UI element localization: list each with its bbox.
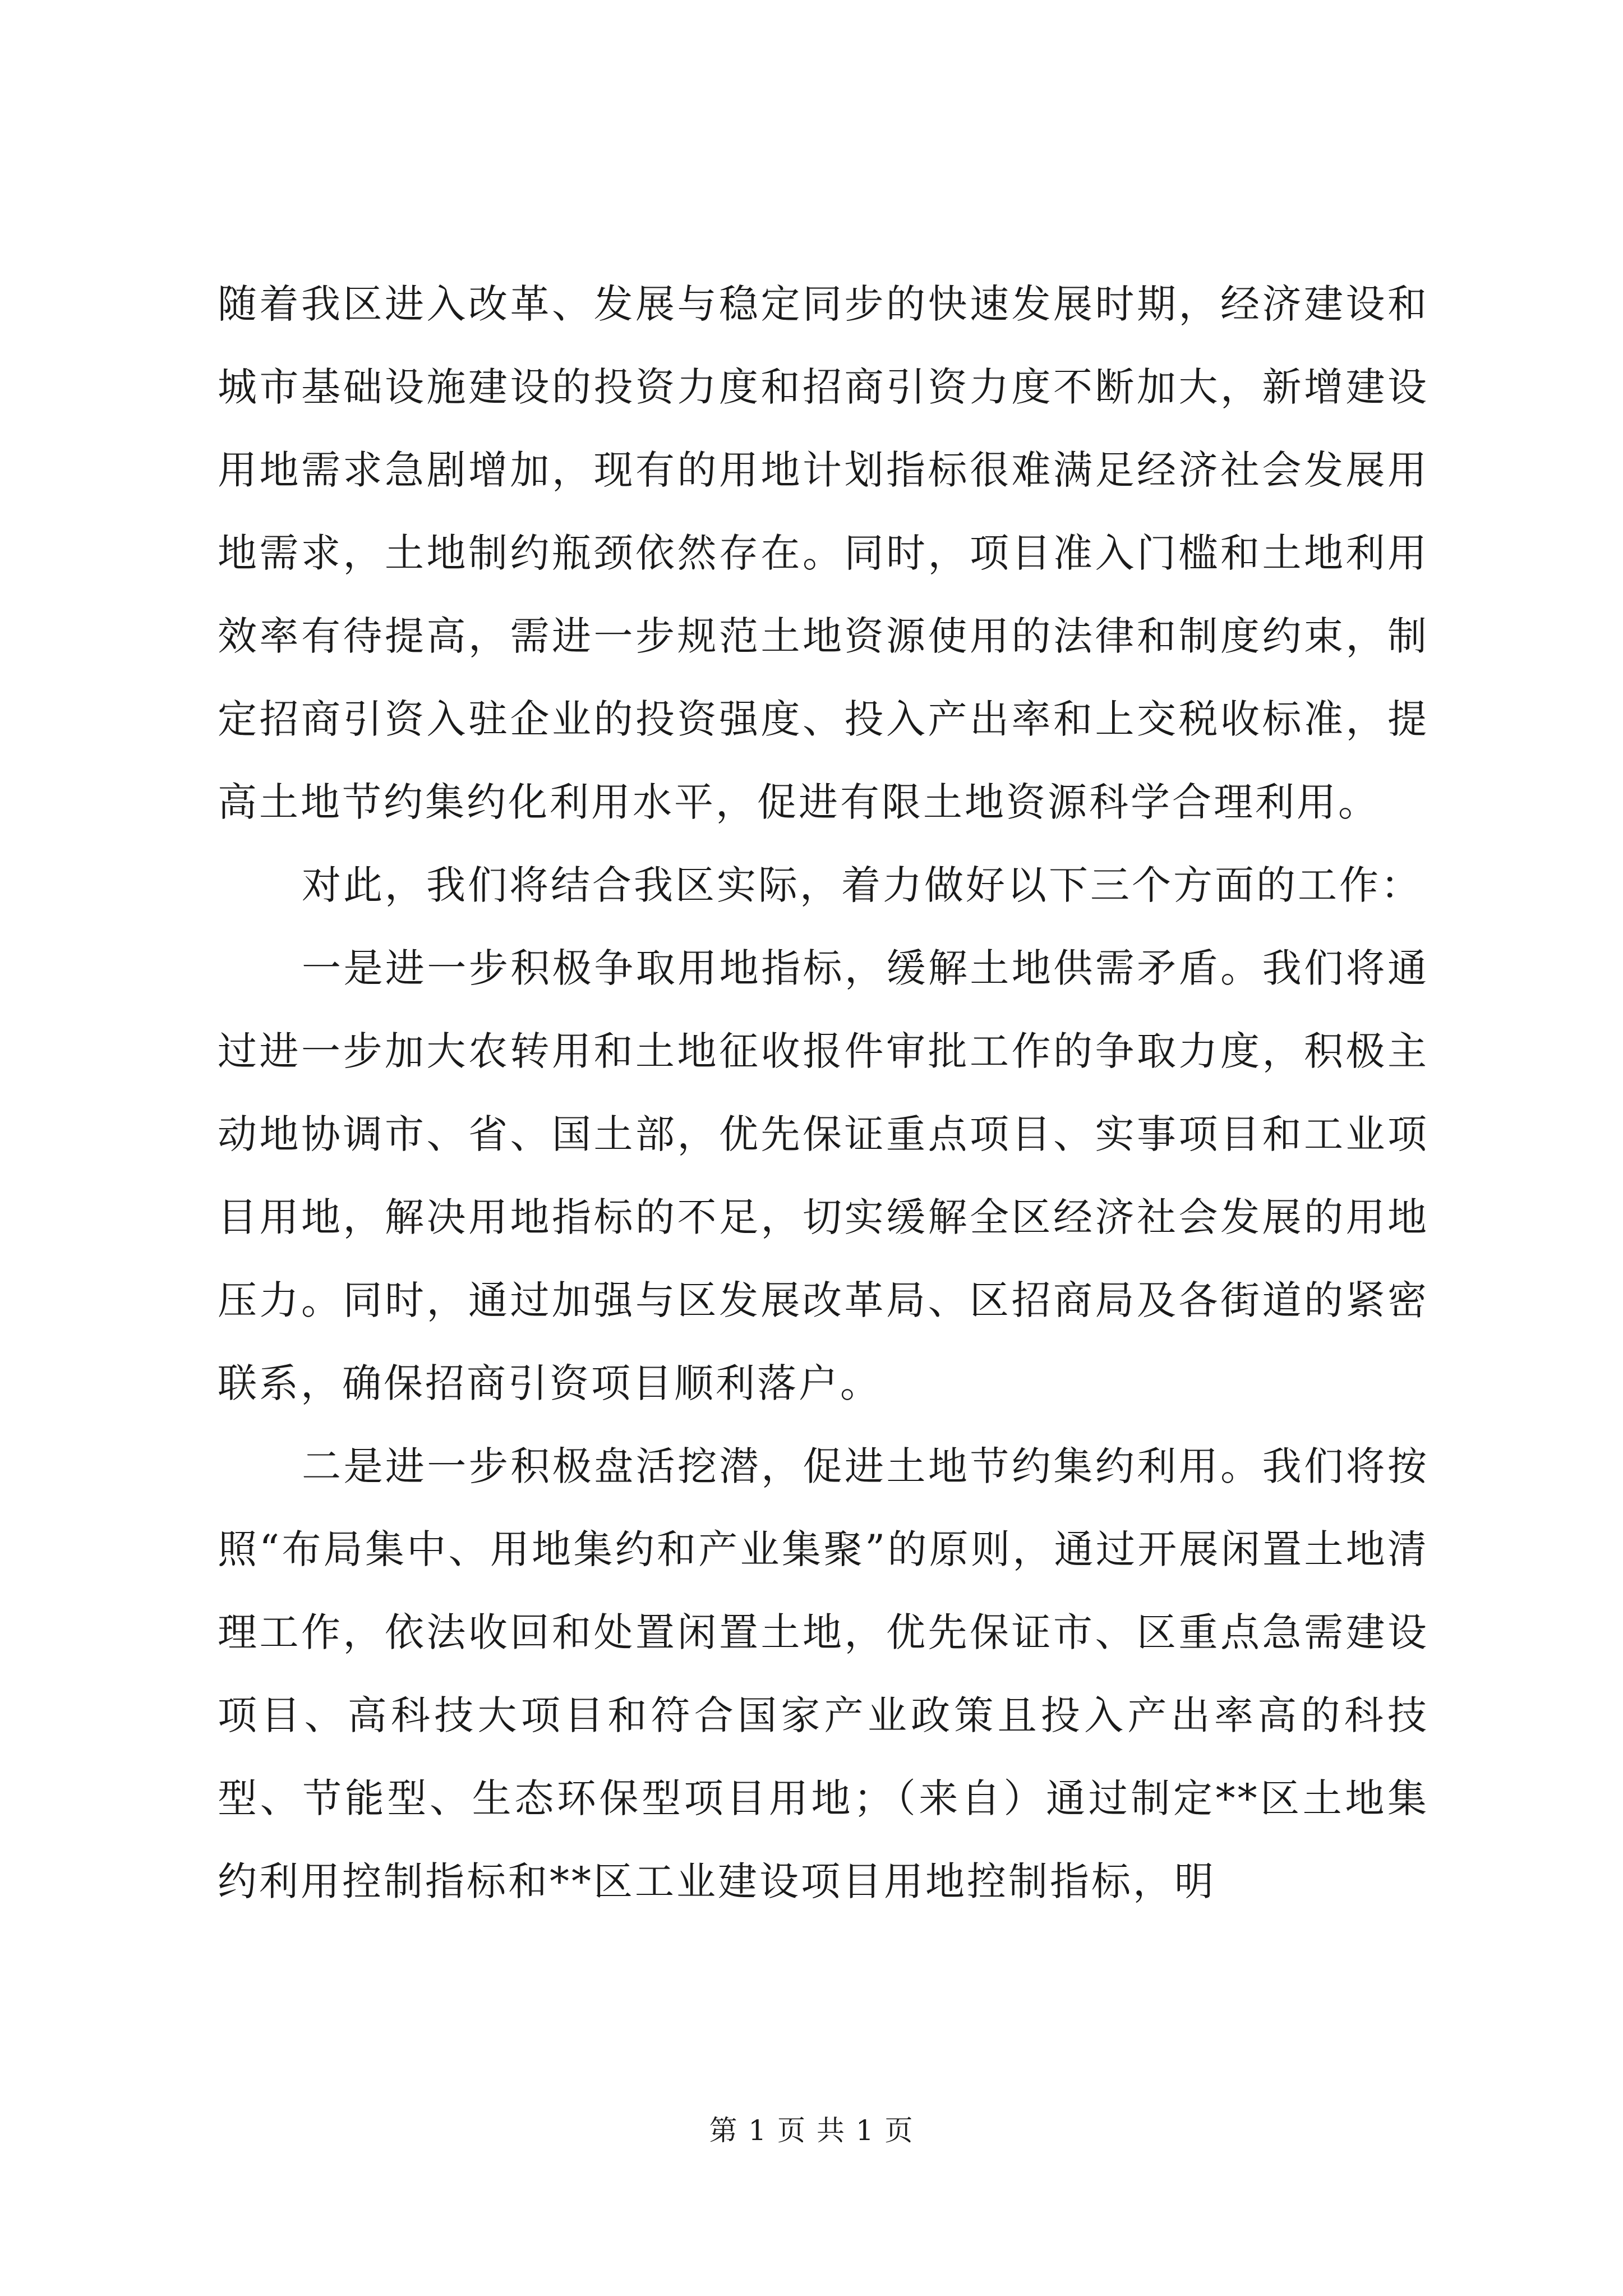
paragraph-4: 二是进一步积极盘活挖潜，促进土地节约集约利用。我们将按照“布局集中、用地集约和产业集聚”的原则，通过开展闲置土地清理工作，依法收回和处置闲置土地，优先保证市、区重点急需建设项目、高科技大项目和符合国家产业政策且投入产出率高的科技型、节能型、生态环保型项目用地；（来自）通过制定**区土地集约利用控制指标和**区工业建设项目用地控制指标，明 [218, 1443, 1429, 1904]
paragraph-2: 对此，我们将结合我区实际，着力做好以下三个方面的工作： [302, 862, 1422, 908]
paragraph-1: 随着我区进入改革、发展与稳定同步的快速发展时期，经济建设和城市基础设施建设的投资力度和招商引资力度不断加大，新增建设用地需求急剧增加，现有的用地计划指标很难满足经济社会发展用地需求，土地制约瓶颈依然存在。同时，项目准入门槛和土地利用效率有待提高，需进一步规范土地资源使用的法律和制度约束，制定招商引资入驻企业的投资强度、投入产出率和上交税收标准，提高土地节约集约化利用水平，促进有限土地资源科学合理利用。 [218, 281, 1429, 825]
paragraph-3: 一是进一步积极争取用地指标，缓解土地供需矛盾。我们将通过进一步加大农转用和土地征收报件审批工作的争取力度，积极主动地协调市、省、国土部，优先保证重点项目、实事项目和工业项目用地，解决用地指标的不足，切实缓解全区经济社会发展的用地压力。同时，通过加强与区发展改革局、区招商局及各街道的紧密联系，确保招商引资项目顺利落户。 [218, 945, 1429, 1406]
document-body [218, 263, 1429, 1923]
page-number-footer: 第 1 页 共 1 页 [709, 2114, 914, 2147]
